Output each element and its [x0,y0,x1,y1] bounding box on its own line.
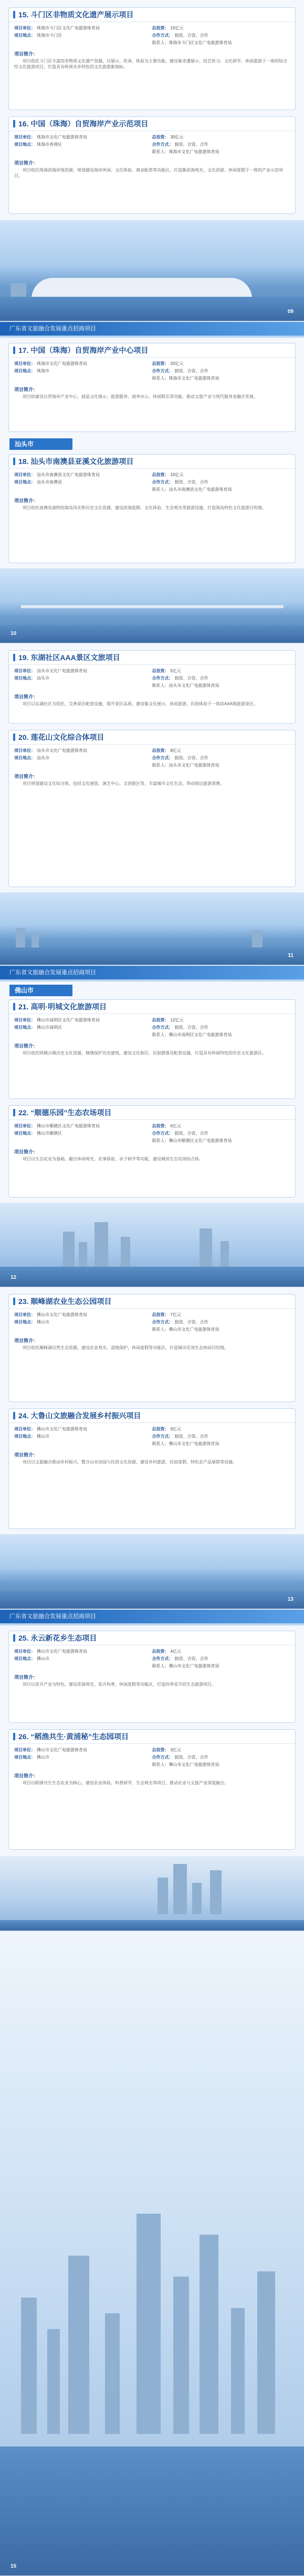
river-photo [0,1534,304,1609]
label-unit: 项目单位： [14,26,35,30]
label-unit: 项目单位： [14,1649,35,1654]
project-title: 25. 永云新花乡生态项目 [9,1631,295,1645]
value-location: 佛山市高明区 [37,1025,62,1030]
intro-heading: 项目简介： [14,694,38,699]
intro-heading: 项目简介： [14,387,38,392]
project-card-15 [8,7,296,110]
page-number: 10 [11,631,17,637]
page-3 [0,644,304,965]
value-mode: 独资、合资、合作 [174,1025,208,1030]
value-location: 佛山市 [37,1320,49,1324]
value-invest: 20亿元 [170,361,184,366]
label-location: 项目地点： [14,1656,35,1661]
label-invest: 总投资： [152,1748,169,1752]
project-card-17 [8,343,296,432]
region-tag-foshan: 佛山市 [9,985,72,996]
label-location: 项目地点： [14,1755,35,1760]
label-invest: 总投资： [152,669,169,673]
page-header: 广东省文旅融合发展重点招商项目 [0,1610,304,1623]
intro-heading: 项目简介： [14,774,38,779]
project-info [9,1120,295,1146]
intro-heading: 项目简介： [14,51,38,57]
value-mode: 独资、合资、合作 [174,676,208,681]
value-contact: 联系人：珠海市斗门区文化广电旅游体育局 [152,40,232,45]
value-invest: 3亿元 [170,1748,181,1752]
value-location: 珠海市香洲区 [37,142,62,147]
project-card-21 [8,999,296,1099]
label-mode: 合作方式： [152,480,173,484]
project-info [9,1645,295,1672]
intro-heading: 项目简介： [14,1149,38,1155]
value-contact: 联系人：珠海市文化广电旅游体育局 [152,376,219,381]
project-card-22 [8,1105,296,1198]
project-title: 23. 顺峰湖农业生态公园项目 [9,1295,295,1309]
intro-text: 项目以东湖社区为依托，完善景区配套设施，提升景区品质，建设集文化展示、休闲旅游、民俗体验于一体的AAA级旅游景区。 [23,702,258,706]
skyline-photo-large [0,1932,304,2575]
value-contact: 联系人：汕头市南澳县文化广电旅游体育局 [152,487,232,492]
label-location: 项目地点： [14,142,35,147]
project-card-19 [8,650,296,724]
value-mode: 独资、合资、合作 [174,369,208,373]
value-location: 佛山市 [37,1755,49,1760]
value-unit: 佛山市高明区文化广电旅游体育局 [37,1018,100,1022]
label-mode: 合作方式： [152,676,173,681]
value-invest: 9亿元 [170,1427,181,1431]
value-contact: 联系人：汕头市文化广电旅游体育局 [152,763,219,768]
label-location: 项目地点： [14,480,35,484]
label-location: 项目地点： [14,1131,35,1136]
page-number: 15 [11,2563,17,2569]
intro-text: 项目依托南澳岛独特的海岛风光和历史文化资源，建设滨海度假、文化体验、生态观光等旅游设施，打造海岛特色文化旅游目的地。 [23,505,266,510]
label-mode: 合作方式： [152,1755,173,1760]
label-location: 项目地点： [14,33,35,38]
label-invest: 总投资： [152,26,169,30]
value-location: 佛山市顺德区 [37,1131,62,1136]
value-unit: 珠海市文化广电旅游体育局 [37,135,87,139]
value-mode: 独资、合资、合作 [174,1755,208,1760]
value-unit: 佛山市顺德区文化广电旅游体育局 [37,1124,100,1128]
value-unit: 佛山市文化广电旅游体育局 [37,1427,87,1431]
project-info [9,131,295,157]
project-card-26 [8,1729,296,1850]
label-mode: 合作方式： [152,33,173,38]
skyline-photo [0,1203,304,1287]
label-unit: 项目单位： [14,1018,35,1022]
intro-heading: 项目简介： [14,498,38,503]
project-card-16 [8,116,296,214]
city-photo [0,1856,304,1931]
value-invest: 12亿元 [170,1018,184,1022]
project-card-24 [8,1408,296,1529]
value-contact: 联系人：佛山市文化广电旅游体育局 [152,1327,219,1332]
intro-text: 项目依托明城古镇历史文化资源，修缮保护历史建筑，建设文化街区、民宿群落及配套设施，打造具有岭南特色的历史文化旅游区。 [23,1051,266,1055]
value-mode: 独资、合资、合作 [174,1131,208,1136]
label-location: 项目地点： [14,369,35,373]
label-invest: 总投资： [152,472,169,477]
intro-heading: 项目简介： [14,1452,38,1458]
project-title: 20. 莲花山文化综合体项目 [9,730,295,745]
project-title: 26. “稻渔共生·黄浦秘”生态园项目 [9,1730,295,1744]
project-title: 22. “顺德乐园”生态农场项目 [9,1106,295,1120]
project-card-20 [8,730,296,887]
intro-text: 项目以花卉产业为特色，建设花海观光、花卉科普、休闲度假等功能区，打造四季花开的生态旅游项目。 [23,1682,216,1687]
value-unit: 佛山市文化广电旅游体育局 [37,1649,87,1654]
label-mode: 合作方式： [152,369,173,373]
value-mode: 独资、合资、合作 [174,142,208,147]
value-unit: 珠海市斗门区文化广电旅游体育局 [37,26,100,30]
intro-heading: 项目简介： [14,1338,38,1343]
page-header: 广东省文旅融合发展重点招商项目 [0,966,304,979]
intro-text: 项目依托珠海滨海岸线资源，规划建设海岸休闲、文化体验、商业配套等功能区，打造集滨海观光、文化创意、休闲度假于一体的产业示范项目。 [14,168,283,178]
project-title: 18. 汕头市南澳县亚溪文化旅游项目 [9,455,295,469]
label-mode: 合作方式： [152,756,173,760]
label-mode: 合作方式： [152,142,173,147]
project-title: 21. 高明·明城文化旅游项目 [9,1000,295,1014]
label-unit: 项目单位： [14,1427,35,1431]
intro-heading: 项目简介： [14,1043,38,1049]
label-invest: 总投资： [152,135,169,139]
project-card-18 [8,454,296,563]
project-info [9,1423,295,1449]
intro-text: 项目以文旅融合推动乡村振兴，整合山水田园与民俗文化资源，建设乡村旅游、民宿度假、特色农产品展销等设施。 [23,1460,237,1464]
page-number: 13 [287,1597,293,1602]
project-title: 16. 中国（珠海）自贸海岸产业示范项目 [9,117,295,131]
value-mode: 独资、合资、合作 [174,1320,208,1324]
intro-text: 项目以稻渔共生生态农业为核心，建设农业体验、科普研学、生态观光等项目，推动农业与文旅产业深度融合。 [23,1781,228,1785]
project-info [9,358,295,384]
page-header: 广东省文旅融合发展重点招商项目 [0,322,304,336]
label-location: 项目地点： [14,1025,35,1030]
value-unit: 佛山市文化广电旅游体育局 [37,1748,87,1752]
project-info [9,1744,295,1770]
value-mode: 独资、合资、合作 [174,756,208,760]
value-location: 佛山市 [37,1656,49,1661]
project-card-23 [8,1294,296,1402]
value-unit: 汕头市南澳县文化广电旅游体育局 [37,472,100,477]
value-contact: 联系人：汕头市文化广电旅游体育局 [152,683,219,688]
label-location: 项目地点： [14,1320,35,1324]
label-mode: 合作方式： [152,1320,173,1324]
value-location: 珠海市 [37,369,49,373]
value-contact: 联系人：珠海市文化广电旅游体育局 [152,149,219,154]
label-unit: 项目单位： [14,472,35,477]
intro-text: 项目拟建设自贸海岸产业中心，涵盖文化展示、旅游服务、商务办公、休闲娱乐等功能，推动文旅产业与现代服务业融合发展。 [23,394,258,399]
value-unit: 珠海市文化广电旅游体育局 [37,361,87,366]
city-bay-photo [0,892,304,965]
value-invest: 8亿元 [170,748,181,753]
intro-text: 项目以生态农业为基础，融合休闲观光、农事体验、亲子研学等功能，建设城郊生态农场综合体。 [23,1157,203,1161]
page-number: 09 [287,309,293,315]
value-invest: 5亿元 [170,669,181,673]
value-contact: 联系人：佛山市文化广电旅游体育局 [152,1762,219,1767]
label-unit: 项目单位： [14,361,35,366]
label-invest: 总投资： [152,1649,169,1654]
label-mode: 合作方式： [152,1656,173,1661]
value-invest: 6亿元 [170,1124,181,1128]
project-title: 19. 东湖社区AAA景区文旅项目 [9,651,295,665]
value-contact: 联系人：佛山市文化广电旅游体育局 [152,1664,219,1668]
intro-text: 项目规划建设文化综合体，包括文化展馆、演艺中心、文创街区等，丰富城市文化生活，带动周边旅游消费。 [23,781,224,786]
label-invest: 总投资： [152,1427,169,1431]
value-location: 汕头市南澳县 [37,480,62,484]
value-unit: 汕头市文化广电旅游体育局 [37,748,87,753]
value-invest: 10亿元 [170,472,184,477]
label-invest: 总投资： [152,1312,169,1317]
project-info [9,1309,295,1335]
project-title: 24. 大鲁山文旅融合发展乡村振兴项目 [9,1409,295,1423]
label-mode: 合作方式： [152,1131,173,1136]
harbor-photo [0,568,304,643]
value-mode: 独资、合资、合作 [174,480,208,484]
label-invest: 总投资： [152,748,169,753]
value-location: 汕头市 [37,756,49,760]
label-unit: 项目单位： [14,748,35,753]
label-location: 项目地点： [14,676,35,681]
value-unit: 佛山市文化广电旅游体育局 [37,1312,87,1317]
page-number: 12 [11,1275,17,1280]
page-7 [0,1932,304,2576]
page-2 [0,322,304,643]
project-info [9,469,295,495]
project-title: 15. 斗门区非物质文化遗产展示项目 [9,8,295,22]
value-invest: 30亿元 [170,135,184,139]
page-number: 11 [288,953,293,958]
value-invest: 4亿元 [170,1649,181,1654]
value-contact: 联系人：佛山市顺德区文化广电旅游体育局 [152,1138,232,1143]
value-contact: 联系人：佛山市高明区文化广电旅游体育局 [152,1032,232,1037]
intro-text: 项目依托顺峰湖自然生态资源，建设农业观光、湿地保护、休闲度假等功能区，打造城市近郊生态休闲目的地。 [23,1345,228,1350]
value-location: 珠海市斗门区 [37,33,62,38]
value-mode: 独资、合资、合作 [174,33,208,38]
value-unit: 汕头市文化广电旅游体育局 [37,669,87,673]
waterfront-photo [0,220,304,321]
label-mode: 合作方式： [152,1434,173,1439]
label-mode: 合作方式： [152,1025,173,1030]
label-unit: 项目单位： [14,135,35,139]
intro-heading: 项目简介： [14,1675,38,1680]
intro-heading: 项目简介： [14,1773,38,1779]
label-invest: 总投资： [152,1018,169,1022]
region-tag-shantou: 汕头市 [9,438,72,450]
label-unit: 项目单位： [14,669,35,673]
value-location: 佛山市 [37,1434,49,1439]
intro-text: 项目依托斗门区丰富的非物质文化遗产资源，以展示、传承、体验为主要功能，建设集非遗展示、技艺传习、文化研学、休闲旅游于一体的综合性文化旅游项目，打造具有岭南水乡特色的文化旅游新地标。 [14,59,287,69]
value-location: 汕头市 [37,676,49,681]
page-5 [0,1288,304,1609]
value-invest: 7亿元 [170,1312,181,1317]
project-info [9,1014,295,1040]
label-location: 项目地点： [14,756,35,760]
project-card-25 [8,1631,296,1723]
value-mode: 独资、合资、合作 [174,1434,208,1439]
label-location: 项目地点： [14,1434,35,1439]
intro-heading: 项目简介： [14,160,38,166]
project-info [9,665,295,691]
label-invest: 总投资： [152,1124,169,1128]
value-contact: 联系人：佛山市文化广电旅游体育局 [152,1441,219,1446]
label-invest: 总投资： [152,361,169,366]
page-4 [0,966,304,1287]
project-info [9,22,295,48]
project-title: 17. 中国（珠海）自贸海岸产业中心项目 [9,343,295,358]
label-unit: 项目单位： [14,1312,35,1317]
project-info [9,745,295,771]
value-mode: 独资、合资、合作 [174,1656,208,1661]
label-unit: 项目单位： [14,1124,35,1128]
page-6 [0,1610,304,1931]
label-unit: 项目单位： [14,1748,35,1752]
page-1 [0,0,304,321]
value-invest: 15亿元 [170,26,184,30]
